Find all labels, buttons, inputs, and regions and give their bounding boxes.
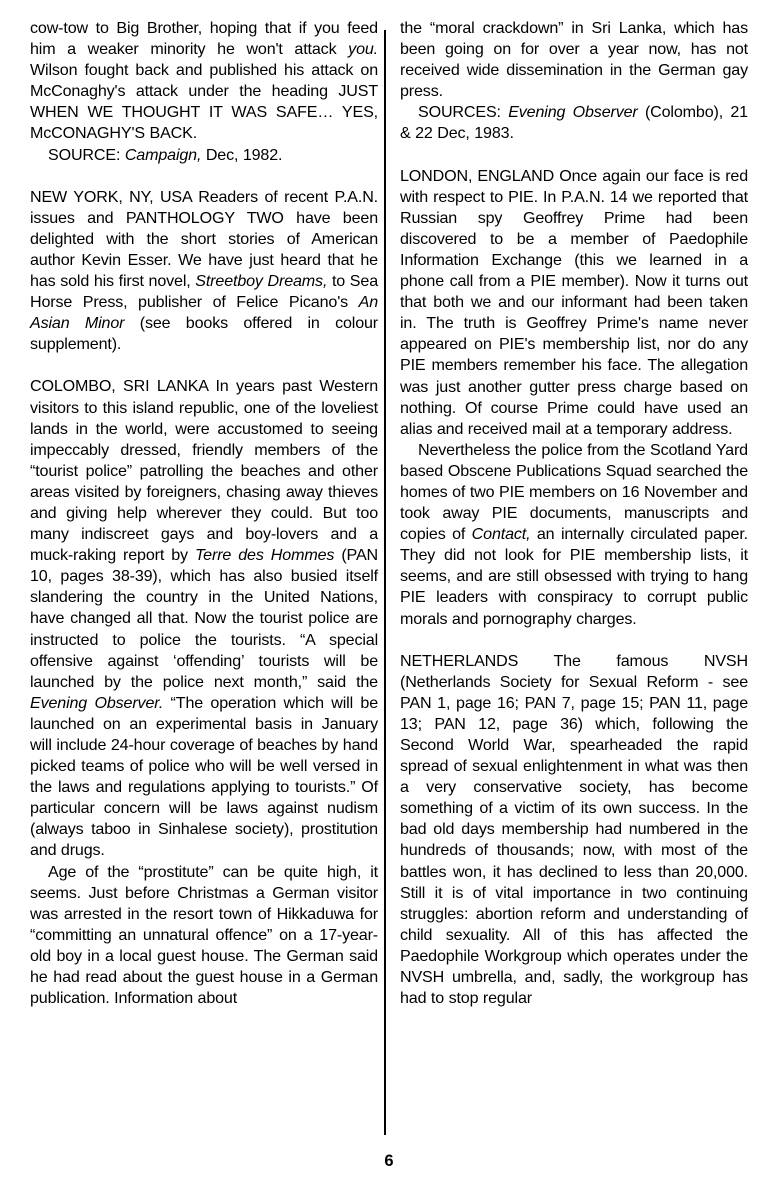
italic-run: Campaign,	[124, 145, 202, 164]
paragraph	[30, 376, 378, 861]
text-run: NEW YORK, NY, USA Readers of recent P.A.N. issues and PANTHOLOGY TWO have been delighted with the short stories of American author Kevin Esser. We have just heard that he has sold his first novel,	[30, 187, 378, 291]
paragraph	[400, 166, 748, 440]
columns-container	[30, 18, 748, 1138]
paragraph-spacer	[30, 166, 378, 187]
text-run: cow-tow to Big Brother, hoping that if you feed him a weaker minority he won't attack	[30, 19, 378, 59]
text-run: the “moral crackdown” in Sri Lanka, which has been going on for over a year now, has not received wide dissemination in the German gay press.	[400, 19, 748, 101]
text-run: LONDON, ENGLAND Once again our face is red with respect to PIE. In P.A.N. 14 we reported that Russian spy Geoffrey Prime had been discovered to be a member of Paedophile Information Exchange (this we learned in a phone call from a PIE member). Now it turns out that both we and our informant had been taken in. The truth is Geoffrey Prime's name never appeared on PIE's membership list, nor do any PIE members remember his face. The allegation was just another gutter press charge based on nothing. Of course Prime could have used an alias and received mail at a temporary address.	[400, 166, 748, 438]
right-column	[400, 18, 748, 1138]
italic-run: Streetboy Dreams,	[195, 272, 328, 291]
text-run: an internally circulated paper. They did not look for PIE membership lists, it seems, and are still obsessed with trying to hang PIE leaders with conspiracy to corrupt public morals and pornography charges.	[400, 525, 748, 628]
text-run: (see books offered in colour supplement).	[30, 314, 379, 354]
paragraph	[30, 145, 378, 166]
paragraph	[30, 862, 378, 1010]
paragraph-spacer	[400, 630, 748, 651]
text-run: SOURCES:	[418, 103, 509, 122]
italic-run: Terre des Hommes	[194, 546, 335, 565]
text-run: Age of the “prostitute” can be quite high, it seems. Just before Christmas a German visitor was arrested in the resort town of Hikkaduwa for “committing an unnatural offence” on a 17-year-old boy in a local guest house. The German said he had read about the guest house in a German publication. Information about	[30, 862, 378, 1008]
text-run: NETHERLANDS The famous NVSH (Netherlands Society for Sexual Reform - see PAN 1, page 16; PAN 7, page 15; PAN 11, page 13; PAN 12, page 36) which, following the Second World War, spearheaded the rapid spread of sexual enlightenment in what was then a very conservative society, has become something of a victim of its own success. In the bad old days membership had numbered in the hundreds of thousands; now, with most of the battles won, it has declined to less than 20,000. Still it is of vital importance in two continuing struggles: abortion reform and understanding of child sexuality. All of this has affected the Paedophile Workgroup which operates under the NVSH umbrella, and, sadly, the workgroup has had to stop regular	[400, 651, 748, 1008]
text-run: (Colombo), 21 & 22 Dec, 1983.	[400, 103, 748, 143]
italic-run: An Asian Minor	[30, 293, 378, 333]
left-column	[30, 18, 378, 1138]
text-run: (PAN 10, pages 38-39), which has also busied itself slandering the country in the United Nations, have changed all that. Now the tourist police are instructed to police the tourists. “A special offensive against ‘offending’ tourists will be launched by the police next month,” said the	[30, 546, 378, 691]
text-run: Wilson fought back and published his attack on McConaghy's attack under the heading JUST WHEN WE THOUGHT IT WAS SAFE… YES, McCONAGHY'S BACK.	[30, 61, 378, 143]
paragraph	[400, 440, 748, 630]
italic-run: Evening Observer	[508, 103, 638, 122]
italic-run: you.	[348, 40, 378, 59]
italic-run: Evening Observer.	[30, 693, 164, 712]
text-run: Nevertheless the police from the Scotland Yard based Obscene Publications Squad searched the homes of two PIE members on 16 November and took away PIE documents, manuscripts and copies of	[400, 440, 748, 544]
paragraph	[30, 18, 378, 145]
paragraph	[400, 651, 748, 1010]
paragraph	[400, 18, 748, 102]
paragraph	[400, 102, 748, 144]
paragraph-spacer	[400, 145, 748, 166]
text-run: “The operation which will be launched on an experimental basis in January will include 24-hour coverage of beaches by hand picked teams of police who will be well versed in the laws and regulations applying to tourists.” Of particular concern will be laws against nudism (always taboo in Sinhalese society), prostitution and drugs.	[30, 693, 378, 860]
text-run: SOURCE:	[48, 145, 125, 164]
italic-run: Contact,	[471, 525, 531, 544]
text-run: COLOMBO, SRI LANKA In years past Western visitors to this island republic, one of the loveliest lands in the world, were accustomed to seeing impeccably dressed, friendly members of the “tourist police” patrolling the beaches and other areas visited by foreigners, chasing away thieves and giving help wherever they could. But too many indiscreet gays and boy-lovers and a muck-raking report by	[30, 377, 378, 565]
text-run: to Sea Horse Press, publisher of Felice Picano's	[30, 272, 378, 312]
paragraph-spacer	[30, 355, 378, 376]
paragraph	[30, 187, 378, 356]
text-run: Dec, 1982.	[201, 145, 283, 164]
page-number: 6	[384, 1152, 394, 1170]
